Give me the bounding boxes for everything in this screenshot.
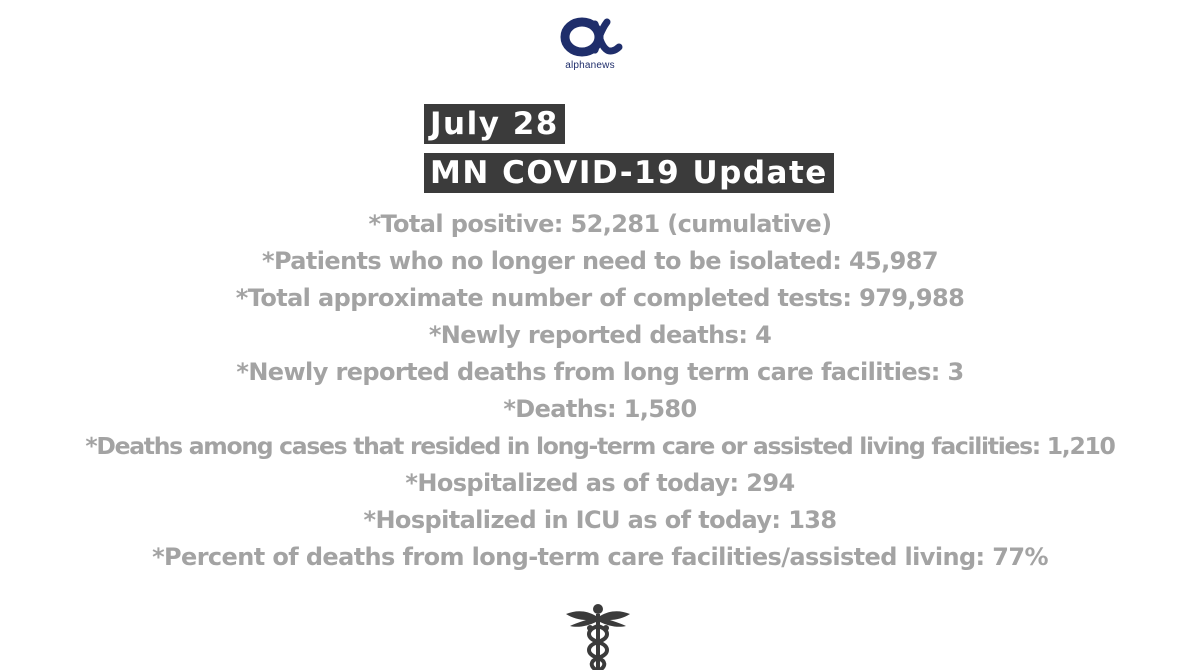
stat-percent-ltc: *Percent of deaths from long-term care facilities/assisted living: 77%: [152, 543, 1048, 571]
stat-no-longer-isolated: *Patients who no longer need to be isolated: 45,987: [262, 247, 938, 275]
stat-icu: *Hospitalized in ICU as of today: 138: [363, 506, 837, 534]
caduceus-icon: [562, 600, 634, 670]
stat-completed-tests: *Total approximate number of completed tests: 979,988: [235, 284, 965, 312]
stat-new-deaths: *Newly reported deaths: 4: [428, 321, 772, 349]
alpha-icon: [555, 10, 625, 60]
stat-deaths: *Deaths: 1,580: [503, 395, 697, 423]
stat-total-positive: *Total positive: 52,281 (cumulative): [368, 210, 832, 238]
stat-deaths-ltc: *Deaths among cases that resided in long-term care or assisted living facilities: 1,210: [85, 432, 1115, 460]
stat-hospitalized: *Hospitalized as of today: 294: [405, 469, 795, 497]
stat-new-deaths-ltc: *Newly reported deaths from long term care facilities: 3: [236, 358, 964, 386]
update-date: July 28: [424, 104, 565, 144]
logo-text: alphanews: [565, 60, 615, 71]
update-title: MN COVID-19 Update: [424, 153, 834, 193]
stats-list: [0, 206, 1200, 576]
alphanews-logo: [555, 10, 625, 76]
